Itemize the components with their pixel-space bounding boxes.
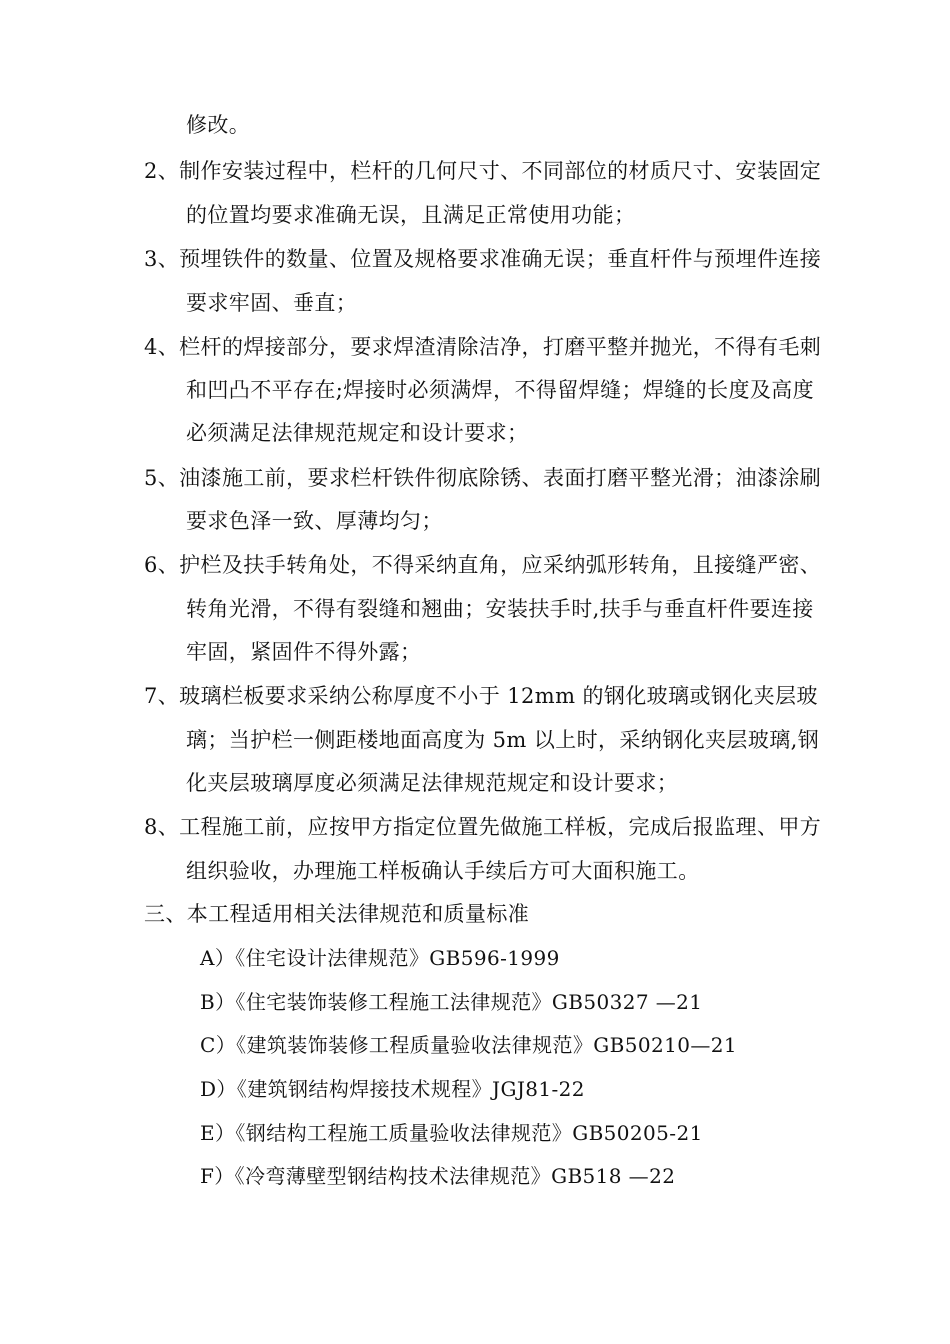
list-item-5: 5、油漆施工前，要求栏杆铁件彻底除锈、表面打磨平整光滑；油漆涂刷 (144, 466, 822, 490)
paragraph-line: 修改。 (186, 113, 251, 137)
paragraph-line: 要求牢固、垂直； (186, 291, 358, 315)
reference-item: C）《建筑装饰装修工程质量验收法律规范》GB50210—21 (200, 1033, 738, 1057)
paragraph-line: 牢固，紧固件不得外露； (186, 640, 422, 664)
reference-item: B）《住宅装饰装修工程施工法律规范》GB50327 —21 (200, 990, 703, 1014)
paragraph-line: 要求色泽一致、厚薄均匀； (186, 509, 443, 533)
reference-item: E）《钢结构工程施工质量验收法律规范》GB50205-21 (200, 1121, 703, 1145)
list-item-8: 8、工程施工前，应按甲方指定位置先做施工样板，完成后报监理、甲方 (144, 815, 822, 839)
list-item-2: 2、制作安装过程中，栏杆的几何尺寸、不同部位的材质尺寸、安装固定 (144, 159, 822, 183)
reference-item: F）《冷弯薄壁型钢结构技术法律规范》GB518 —22 (200, 1164, 676, 1188)
section-heading: 三、本工程适用相关法律规范和质量标准 (144, 902, 530, 926)
list-item-3: 3、预埋铁件的数量、位置及规格要求准确无误；垂直杆件与预埋件连接 (144, 247, 822, 271)
paragraph-line: 的位置均要求准确无误，且满足正常使用功能； (186, 203, 636, 227)
paragraph-line: 和凹凸不平存在;焊接时必须满焊，不得留焊缝；焊缝的长度及高度 (186, 378, 815, 402)
list-item-6: 6、护栏及扶手转角处，不得采纳直角，应采纳弧形转角，且接缝严密、 (144, 553, 822, 577)
paragraph-line: 组织验收，办理施工样板确认手续后方可大面积施工。 (186, 859, 700, 883)
paragraph-line: 璃；当护栏一侧距楼地面高度为 5m 以上时，采纳钢化夹层玻璃,钢 (186, 728, 820, 752)
reference-item: A）《住宅设计法律规范》GB596-1999 (200, 946, 560, 970)
paragraph-line: 必须满足法律规范规定和设计要求； (186, 421, 529, 445)
list-item-7: 7、玻璃栏板要求采纳公称厚度不小于 12mm 的钢化玻璃或钢化夹层玻 (144, 684, 818, 708)
list-item-4: 4、栏杆的焊接部分，要求焊渣清除洁净，打磨平整并抛光，不得有毛刺 (144, 335, 822, 359)
reference-item: D）《建筑钢结构焊接技术规程》JGJ81-22 (200, 1077, 585, 1101)
paragraph-line: 化夹层玻璃厚度必须满足法律规范规定和设计要求； (186, 771, 679, 795)
paragraph-line: 转角光滑，不得有裂缝和翘曲；安装扶手时,扶手与垂直杆件要连接 (186, 597, 814, 621)
